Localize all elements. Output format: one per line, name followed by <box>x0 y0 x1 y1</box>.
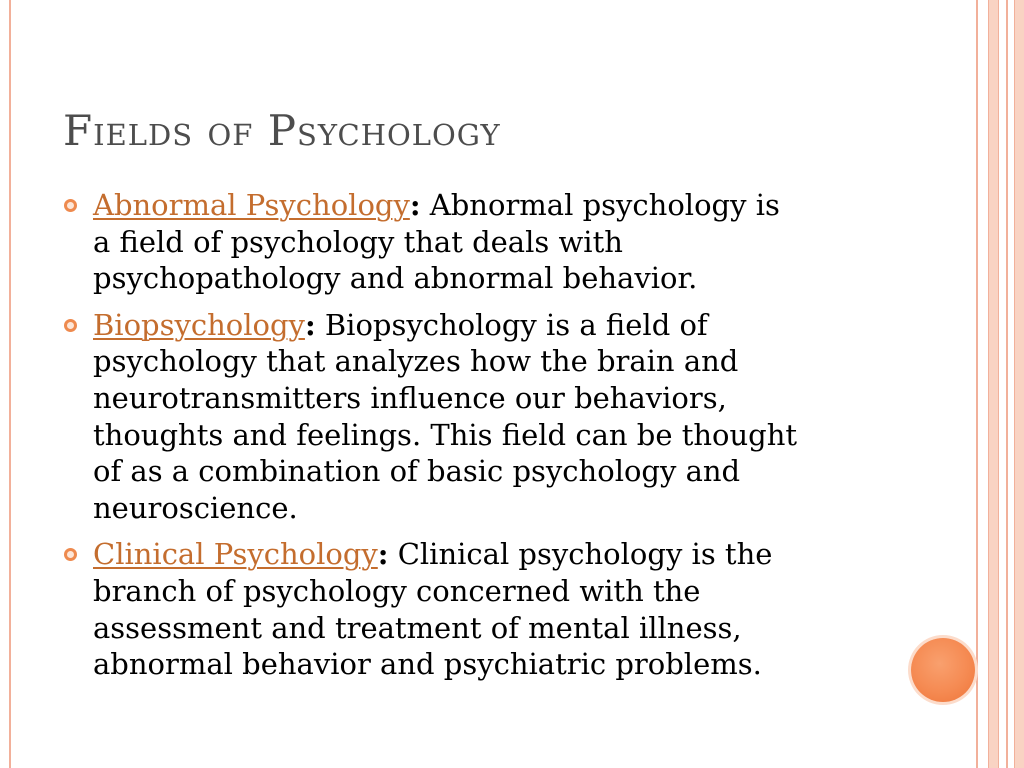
term-separator: : <box>304 307 316 342</box>
frame-left-line <box>9 0 11 768</box>
frame-right-stripe <box>976 0 978 768</box>
circle-bullet-icon <box>64 199 77 212</box>
frame-right-stripe <box>1006 0 1008 768</box>
bullet-line: a field of psychology that deals with <box>93 224 623 259</box>
bullet-item-biopsychology <box>93 307 953 527</box>
term-link-biopsychology[interactable]: Biopsychology <box>93 307 305 342</box>
circle-bullet-icon <box>64 319 77 332</box>
bullet-line: neurotransmitters influence our behaviors, <box>93 380 727 415</box>
bullet-text: Abnormal psychology is <box>420 188 780 222</box>
bullet-line: thoughts and feelings. This field can be thought <box>93 417 798 452</box>
circle-bullet-icon <box>64 548 77 561</box>
term-separator: : <box>409 188 421 222</box>
bullet-line: psychology that analyzes how the brain and <box>93 344 739 379</box>
bullet-line: assessment and treatment of mental illness, <box>93 610 742 645</box>
bullet-item-abnormal-psychology <box>93 187 953 297</box>
term-link-abnormal-psychology[interactable]: Abnormal Psychology <box>93 188 410 222</box>
bullet-line: of as a combination of basic psychology and <box>93 454 741 489</box>
bullet-text: Clinical psychology is the <box>388 537 773 572</box>
term-link-clinical-psychology[interactable]: Clinical Psychology <box>93 537 378 572</box>
slide-title: Fields of Psychology <box>63 106 501 155</box>
bullet-line: neuroscience. <box>93 490 298 525</box>
bullet-line <box>93 187 953 224</box>
frame-right-stripe <box>988 0 999 768</box>
bullet-list <box>93 187 953 683</box>
bullet-line <box>93 307 953 344</box>
frame-right-stripe <box>1014 0 1024 768</box>
term-separator: : <box>377 537 389 572</box>
bullet-item-clinical-psychology <box>93 536 953 682</box>
bullet-line <box>93 536 953 573</box>
bullet-line: branch of psychology concerned with the <box>93 573 701 608</box>
bullet-text: Biopsychology is a field of <box>315 307 708 342</box>
bullet-line: abnormal behavior and psychiatric problems. <box>93 647 762 682</box>
bullet-line: psychopathology and abnormal behavior. <box>93 261 698 296</box>
